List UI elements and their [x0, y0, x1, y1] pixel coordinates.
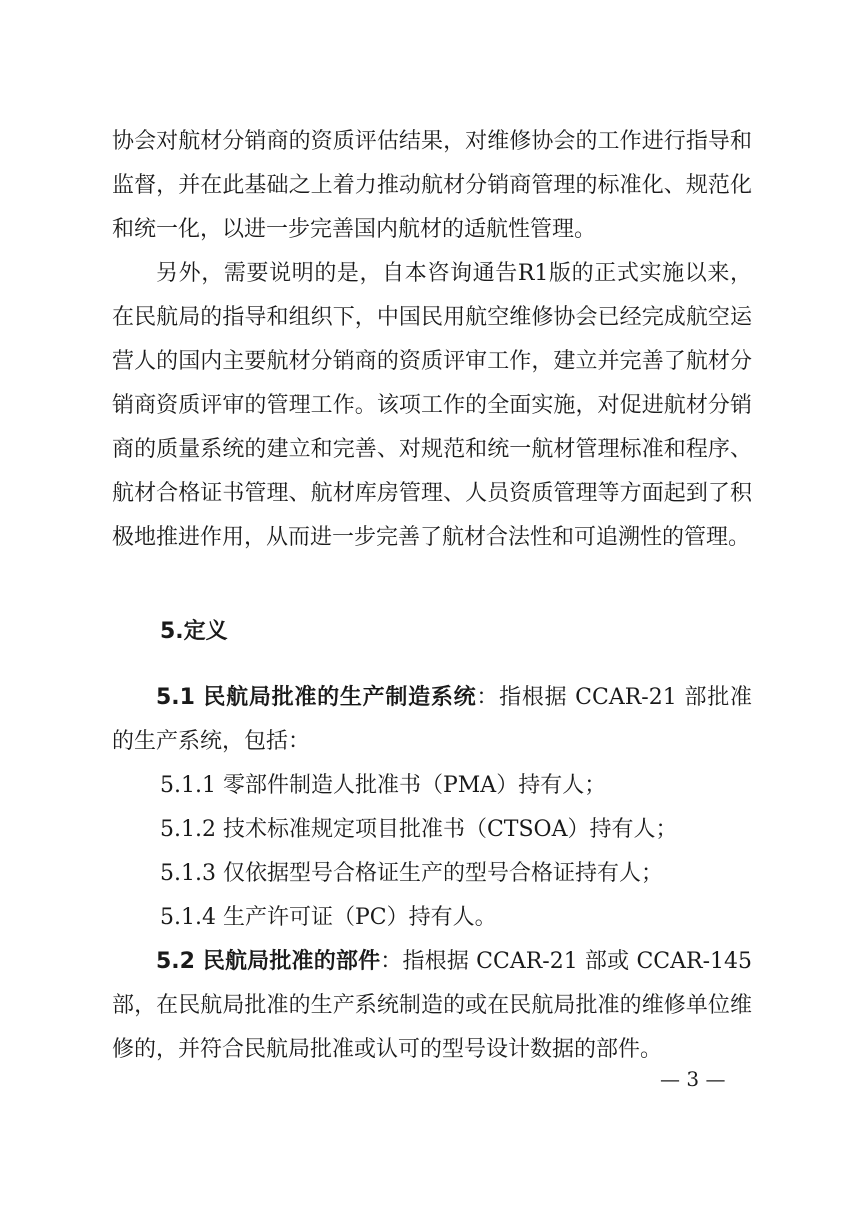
- list-item-5-1-2: 5.1.2 技术标准规定项目批准书（CTSOA）持有人；: [160, 817, 678, 842]
- paragraph-r1-implementation: 另外，需要说明的是，自本咨询通告R1版的正式实施以来，在民航局的指导和组织下，中国民用航空维修协会已经完成航空运营人的国内主要航材分销商的资质评审工作，建立并完善了航材分销商资质评审的管理工作。该项工作的全面实施，对促进航材分销商的质量系统的建立和完善、对规范和统一航材管理标准和程序、航材合格证书管理、航材库房管理、人员资质管理等方面起到了积极地推进作用，从而进一步完善了航材合法性和可追溯性的管理。: [112, 261, 752, 550]
- definition-5-1: [112, 676, 752, 764]
- paragraph-continuation: 协会对航材分销商的资质评估结果，对维修协会的工作进行指导和监督，并在此基础之上着力推动航材分销商管理的标准化、规范化和统一化，以进一步完善国内航材的适航性管理。: [112, 129, 752, 242]
- definition-5-2-term: 5.2 民航局批准的部件: [156, 949, 381, 974]
- list-item-5-1-4: 5.1.4 生产许可证（PC）持有人。: [160, 905, 497, 930]
- definition-5-1-term: 5.1 民航局批准的生产制造系统: [156, 685, 477, 710]
- list-item-5-1-1: 5.1.1 零部件制造人批准书（PMA）持有人；: [160, 773, 607, 798]
- section-heading-definitions: 5.定义: [160, 619, 228, 644]
- page-number: — 3 —: [660, 1067, 726, 1091]
- list-item-5-1-3: 5.1.3 仅依据型号合格证生产的型号合格证持有人；: [160, 861, 663, 886]
- definition-5-2: [112, 940, 752, 1072]
- definition-5-1-text: ：指根据 CCAR-21 部批准的生产系统，包括：: [112, 685, 752, 754]
- definition-5-2-text: ：指根据 CCAR-21 部或 CCAR-145 部，在民航局批准的生产系统制造的或在民航局批准的维修单位维修的，并符合民航局批准或认可的型号设计数据的部件。: [112, 949, 752, 1062]
